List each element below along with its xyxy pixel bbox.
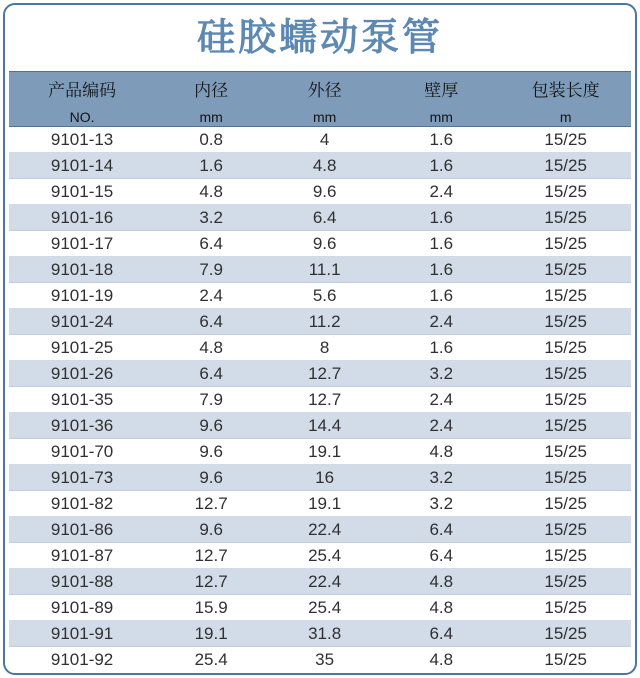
table-body xyxy=(9,127,631,673)
cell-outer-diameter: 9.6 xyxy=(267,231,382,257)
column-unit: mm xyxy=(429,108,453,125)
cell-package-length: 15/25 xyxy=(500,569,631,595)
cell-inner-diameter: 6.4 xyxy=(155,361,267,387)
table-row xyxy=(9,387,631,413)
cell-inner-diameter: 12.7 xyxy=(155,569,267,595)
cell-product-code: 9101-73 xyxy=(9,465,155,491)
table-row xyxy=(9,283,631,309)
cell-product-code: 9101-19 xyxy=(9,283,155,309)
cell-wall-thickness: 4.8 xyxy=(382,569,500,595)
cell-package-length: 15/25 xyxy=(500,153,631,179)
cell-wall-thickness: 4.8 xyxy=(382,439,500,465)
table-row xyxy=(9,127,631,153)
cell-package-length: 15/25 xyxy=(500,413,631,439)
cell-outer-diameter: 8 xyxy=(267,335,382,361)
table-row xyxy=(9,491,631,517)
cell-outer-diameter: 19.1 xyxy=(267,491,382,517)
cell-product-code: 9101-70 xyxy=(9,439,155,465)
cell-package-length: 15/25 xyxy=(500,517,631,543)
cell-wall-thickness: 1.6 xyxy=(382,231,500,257)
cell-wall-thickness: 6.4 xyxy=(382,517,500,543)
cell-wall-thickness: 1.6 xyxy=(382,153,500,179)
column-label: 壁厚 xyxy=(424,80,459,100)
cell-package-length: 15/25 xyxy=(500,387,631,413)
cell-inner-diameter: 9.6 xyxy=(155,439,267,465)
cell-inner-diameter: 3.2 xyxy=(155,205,267,231)
table-row xyxy=(9,257,631,283)
cell-wall-thickness: 6.4 xyxy=(382,621,500,647)
cell-product-code: 9101-26 xyxy=(9,361,155,387)
table-row xyxy=(9,439,631,465)
cell-product-code: 9101-13 xyxy=(9,127,155,153)
cell-inner-diameter: 12.7 xyxy=(155,543,267,569)
cell-inner-diameter: 4.8 xyxy=(155,335,267,361)
table-row xyxy=(9,205,631,231)
cell-outer-diameter: 5.6 xyxy=(267,283,382,309)
cell-package-length: 15/25 xyxy=(500,335,631,361)
cell-outer-diameter: 22.4 xyxy=(267,517,382,543)
page-title: 硅胶蠕动泵管 xyxy=(196,17,443,59)
cell-outer-diameter: 22.4 xyxy=(267,569,382,595)
cell-outer-diameter: 12.7 xyxy=(267,361,382,387)
cell-package-length: 15/25 xyxy=(500,465,631,491)
cell-package-length: 15/25 xyxy=(544,649,587,669)
table-row xyxy=(9,543,631,569)
table-row xyxy=(9,179,631,205)
cell-package-length: 15/25 xyxy=(500,179,631,205)
cell-package-length: 15/25 xyxy=(500,205,631,231)
cell-outer-diameter: 14.4 xyxy=(267,413,382,439)
cell-package-length: 15/25 xyxy=(500,283,631,309)
cell-inner-diameter: 15.9 xyxy=(155,595,267,621)
cell-inner-diameter: 25.4 xyxy=(194,649,228,669)
cell-outer-diameter: 11.2 xyxy=(267,309,382,335)
cell-inner-diameter: 1.6 xyxy=(155,153,267,179)
table-row xyxy=(9,647,631,673)
column-label: 外径 xyxy=(307,80,342,100)
cell-product-code: 9101-24 xyxy=(9,309,155,335)
cell-package-length: 15/25 xyxy=(500,621,631,647)
cell-wall-thickness: 1.6 xyxy=(382,127,500,153)
table-row xyxy=(9,413,631,439)
cell-inner-diameter: 2.4 xyxy=(155,283,267,309)
table-row xyxy=(9,517,631,543)
cell-inner-diameter: 0.8 xyxy=(155,127,267,153)
column-header-inner-diameter xyxy=(155,72,267,127)
column-header-package-length xyxy=(500,72,631,127)
cell-inner-diameter: 9.6 xyxy=(155,465,267,491)
cell-wall-thickness: 2.4 xyxy=(382,387,500,413)
cell-product-code: 9101-86 xyxy=(9,517,155,543)
cell-product-code: 9101-88 xyxy=(9,569,155,595)
cell-outer-diameter: 6.4 xyxy=(267,205,382,231)
column-label: 包装长度 xyxy=(531,80,600,100)
column-label: 产品编码 xyxy=(48,80,117,100)
cell-wall-thickness: 6.4 xyxy=(382,543,500,569)
cell-outer-diameter: 4.8 xyxy=(267,153,382,179)
cell-wall-thickness: 1.6 xyxy=(382,205,500,231)
cell-product-code: 9101-89 xyxy=(9,595,155,621)
table-header-row xyxy=(9,72,631,127)
cell-package-length: 15/25 xyxy=(500,543,631,569)
cell-wall-thickness: 4.8 xyxy=(382,595,500,621)
cell-inner-diameter: 6.4 xyxy=(155,309,267,335)
cell-package-length: 15/25 xyxy=(500,231,631,257)
title-bar xyxy=(5,5,635,71)
cell-package-length: 15/25 xyxy=(500,127,631,153)
cell-wall-thickness: 1.6 xyxy=(382,335,500,361)
cell-inner-diameter: 4.8 xyxy=(155,179,267,205)
cell-wall-thickness: 3.2 xyxy=(382,491,500,517)
column-unit: m xyxy=(559,108,572,125)
cell-product-code: 9101-16 xyxy=(9,205,155,231)
table-row xyxy=(9,231,631,257)
catalog-card xyxy=(3,3,637,675)
table-row xyxy=(9,335,631,361)
cell-product-code: 9101-82 xyxy=(9,491,155,517)
cell-package-length: 15/25 xyxy=(500,439,631,465)
cell-wall-thickness: 3.2 xyxy=(382,361,500,387)
cell-outer-diameter: 35 xyxy=(315,649,335,669)
cell-product-code: 9101-18 xyxy=(9,257,155,283)
cell-product-code: 9101-15 xyxy=(9,179,155,205)
product-spec-table xyxy=(9,71,631,672)
cell-product-code: 9101-36 xyxy=(9,413,155,439)
cell-inner-diameter: 9.6 xyxy=(155,413,267,439)
cell-outer-diameter: 31.8 xyxy=(267,621,382,647)
cell-outer-diameter: 11.1 xyxy=(267,257,382,283)
cell-package-length: 15/25 xyxy=(500,257,631,283)
column-header-product-code xyxy=(9,72,155,127)
cell-inner-diameter: 12.7 xyxy=(155,491,267,517)
cell-product-code: 9101-25 xyxy=(9,335,155,361)
column-unit: mm xyxy=(312,108,337,125)
cell-product-code: 9101-91 xyxy=(9,621,155,647)
cell-inner-diameter: 19.1 xyxy=(155,621,267,647)
cell-wall-thickness: 2.4 xyxy=(382,179,500,205)
cell-wall-thickness: 4.8 xyxy=(429,649,454,669)
cell-outer-diameter: 12.7 xyxy=(267,387,382,413)
cell-product-code: 9101-14 xyxy=(9,153,155,179)
cell-wall-thickness: 1.6 xyxy=(382,257,500,283)
table-row xyxy=(9,153,631,179)
cell-wall-thickness: 2.4 xyxy=(382,413,500,439)
cell-inner-diameter: 7.9 xyxy=(155,257,267,283)
cell-package-length: 15/25 xyxy=(500,361,631,387)
table-row xyxy=(9,309,631,335)
table-row xyxy=(9,569,631,595)
table-row xyxy=(9,595,631,621)
cell-outer-diameter: 25.4 xyxy=(267,543,382,569)
cell-wall-thickness: 3.2 xyxy=(382,465,500,491)
cell-outer-diameter: 4 xyxy=(267,127,382,153)
cell-package-length: 15/25 xyxy=(500,595,631,621)
column-header-wall-thickness xyxy=(382,72,500,127)
cell-package-length: 15/25 xyxy=(500,491,631,517)
table-header xyxy=(9,72,631,127)
cell-product-code: 9101-87 xyxy=(9,543,155,569)
cell-inner-diameter: 9.6 xyxy=(155,517,267,543)
column-header-outer-diameter xyxy=(267,72,382,127)
cell-outer-diameter: 25.4 xyxy=(267,595,382,621)
table-row xyxy=(9,361,631,387)
cell-outer-diameter: 16 xyxy=(267,465,382,491)
column-unit: NO. xyxy=(69,108,95,125)
column-unit: mm xyxy=(199,108,223,125)
table-row xyxy=(9,621,631,647)
table-row xyxy=(9,465,631,491)
cell-product-code: 9101-35 xyxy=(9,387,155,413)
cell-outer-diameter: 9.6 xyxy=(267,179,382,205)
cell-product-code: 9101-92 xyxy=(50,649,114,669)
cell-outer-diameter: 19.1 xyxy=(267,439,382,465)
cell-inner-diameter: 7.9 xyxy=(155,387,267,413)
cell-wall-thickness: 2.4 xyxy=(382,309,500,335)
cell-package-length: 15/25 xyxy=(500,309,631,335)
cell-wall-thickness: 1.6 xyxy=(382,283,500,309)
column-label: 内径 xyxy=(194,80,229,100)
cell-product-code: 9101-17 xyxy=(9,231,155,257)
cell-inner-diameter: 6.4 xyxy=(155,231,267,257)
